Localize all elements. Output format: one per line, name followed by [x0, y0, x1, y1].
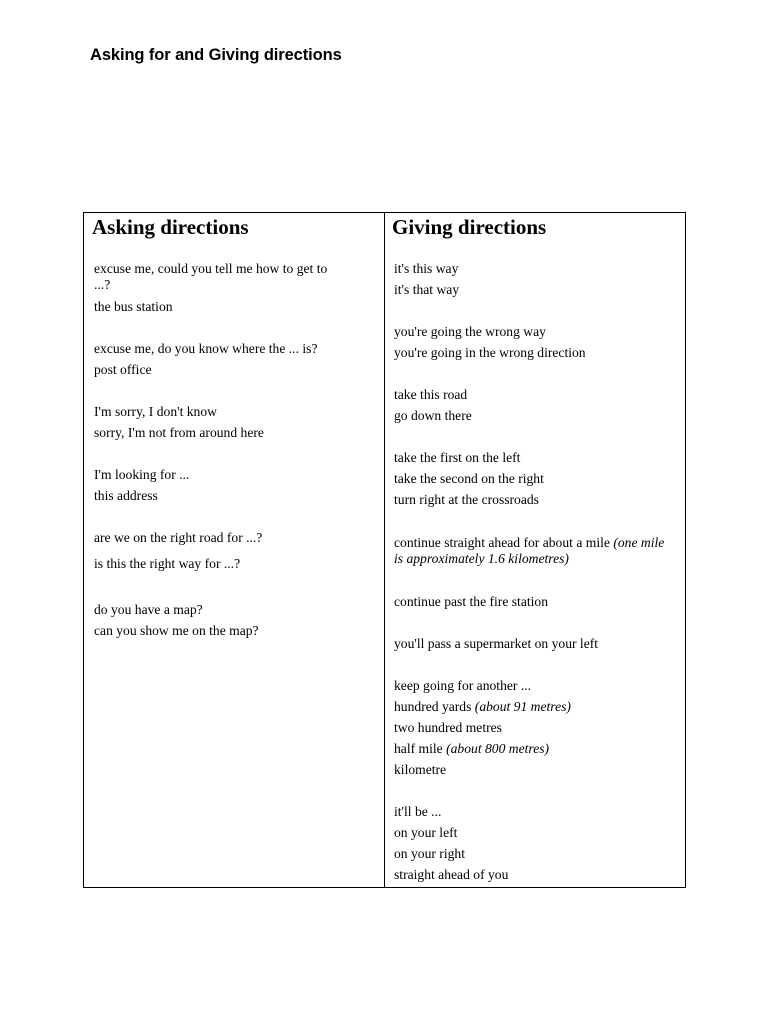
giving-phrase: kilometre: [394, 762, 447, 777]
giving-phrase: half mile: [394, 741, 443, 756]
giving-phrase: hundred yards: [394, 699, 472, 714]
giving-phrase-with-note: [394, 741, 549, 757]
giving-phrase: keep going for another ...: [394, 678, 532, 693]
asking-phrase: is this the right way for ...?: [94, 556, 241, 571]
giving-note: (about 800 metres): [446, 741, 550, 756]
asking-phrase: post office: [94, 362, 152, 377]
giving-note: (about 91 metres): [474, 699, 571, 714]
asking-phrase: are we on the right road for ...?: [94, 530, 263, 545]
giving-phrase: it's this way: [394, 261, 459, 276]
asking-phrase: do you have a map?: [94, 602, 203, 617]
directions-table: [83, 212, 686, 888]
giving-phrase: turn right at the crossroads: [394, 492, 539, 507]
giving-phrase: continue past the fire station: [394, 594, 549, 609]
giving-note: (one mile is approximately 1.6 kilometres): [394, 535, 665, 566]
giving-phrase-with-note: [394, 699, 571, 715]
giving-phrase: take the second on the right: [394, 471, 544, 486]
asking-phrase: ...?: [94, 277, 111, 292]
giving-phrase: on your right: [394, 846, 465, 861]
asking-phrase: excuse me, do you know where the ... is?: [94, 341, 318, 356]
giving-phrase-with-note: [394, 535, 674, 567]
giving-phrase: you'll pass a supermarket on your left: [394, 636, 599, 651]
giving-phrase: it's that way: [394, 282, 460, 297]
giving-directions-header: Giving directions: [392, 215, 547, 239]
giving-phrase: two hundred metres: [394, 720, 502, 735]
page-title: Asking for and Giving directions: [90, 46, 342, 64]
giving-phrase: on your left: [394, 825, 458, 840]
giving-phrase: go down there: [394, 408, 472, 423]
asking-phrase: the bus station: [94, 299, 173, 314]
giving-phrase: straight ahead of you: [394, 867, 509, 882]
giving-phrase: you're going the wrong way: [394, 324, 546, 339]
giving-phrase: continue straight ahead for about a mile: [394, 535, 610, 550]
asking-phrase: sorry, I'm not from around here: [94, 425, 264, 440]
giving-phrase: take this road: [394, 387, 468, 402]
giving-phrase: take the first on the left: [394, 450, 521, 465]
giving-phrase: it'll be ...: [394, 804, 442, 819]
giving-directions-column: [385, 213, 685, 887]
asking-phrase: I'm looking for ...: [94, 467, 190, 482]
asking-phrase: this address: [94, 488, 158, 503]
asking-directions-column: [84, 213, 385, 887]
asking-phrase: excuse me, could you tell me how to get to: [94, 261, 328, 276]
giving-phrase: you're going in the wrong direction: [394, 345, 586, 360]
asking-directions-header: Asking directions: [92, 215, 249, 239]
asking-phrase: I'm sorry, I don't know: [94, 404, 217, 419]
asking-phrase: can you show me on the map?: [94, 623, 259, 638]
